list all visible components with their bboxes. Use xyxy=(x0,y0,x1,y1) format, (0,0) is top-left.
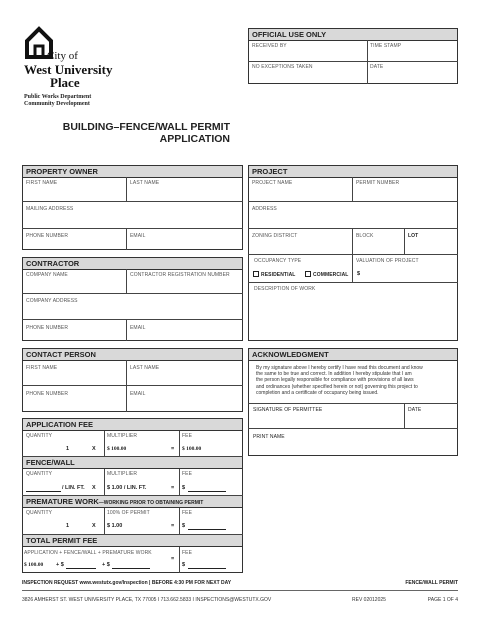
fence-multiplier-label: MULTIPLIER xyxy=(107,471,138,477)
valuation-label: VALUATION OF PROJECT xyxy=(356,258,419,264)
application-fee-header: APPLICATION FEE xyxy=(23,419,242,431)
no-exceptions-field[interactable]: NO EXCEPTIONS TAKEN xyxy=(252,64,313,70)
dept-line1: Public Works Department xyxy=(24,94,92,100)
footer-form-name: FENCE/WALL PERMIT xyxy=(405,580,458,586)
zoning-district-field[interactable]: ZONING DISTRICT xyxy=(252,233,298,239)
premature-times: X xyxy=(92,523,96,529)
app-fee-times: X xyxy=(92,446,96,452)
owner-last-name-field[interactable]: LAST NAME xyxy=(130,180,160,186)
premature-multiplier-label: 100% OF PERMIT xyxy=(107,510,150,516)
owner-email-field[interactable]: EMAIL xyxy=(130,233,146,239)
fence-fee-symbol: $ xyxy=(182,485,186,491)
premature-fee-symbol: $ xyxy=(182,523,186,529)
app-fee-multiplier-label: MULTIPLIER xyxy=(107,433,138,439)
official-date-field[interactable]: DATE xyxy=(370,64,384,70)
fence-fee-label: FEE xyxy=(182,471,193,477)
app-fee-equals: = xyxy=(171,446,175,452)
total-base: $ 100.00 xyxy=(24,562,44,568)
footer-page-number: PAGE 1 OF 4 xyxy=(427,597,458,603)
acknowledgment-text: By my signature above I hereby certify I have read this document and know the same to be true and correct. In addition I hereby stipulate that I am the person legally responsible for compliance with provisions of all laws and ordinances (whether specified herein or not) governing this project to completion and a certificate of occupancy being issued. xyxy=(256,365,423,396)
company-name-field[interactable]: COMPANY NAME xyxy=(26,272,68,278)
time-stamp-field[interactable]: TIME STAMP xyxy=(370,43,402,49)
owner-first-name-field[interactable]: FIRST NAME xyxy=(26,180,58,186)
occupancy-type-label: OCCUPANCY TYPE xyxy=(254,258,302,264)
total-fee-input[interactable] xyxy=(188,568,226,569)
fence-unit: / LIN. FT. xyxy=(62,485,85,491)
fence-times: X xyxy=(92,485,96,491)
contractor-header: CONTRACTOR xyxy=(23,258,242,270)
project-address-field[interactable]: ADDRESS xyxy=(252,206,277,212)
fence-quantity-input[interactable] xyxy=(26,491,61,492)
contact-person-section xyxy=(22,348,243,412)
company-address-field[interactable]: COMPANY ADDRESS xyxy=(26,298,78,304)
premature-multiplier: $ 1.00 xyxy=(107,523,123,529)
total-fee-header: TOTAL PERMIT FEE xyxy=(23,535,242,547)
total-plus1: + $ xyxy=(56,562,64,568)
premature-quantity-label: QUANTITY xyxy=(26,510,53,516)
description-of-work-field[interactable]: DESCRIPTION OF WORK xyxy=(254,286,316,292)
valuation-field[interactable]: $ xyxy=(357,271,361,277)
owner-phone-field[interactable]: PHONE NUMBER xyxy=(26,233,69,239)
contact-first-name-field[interactable]: FIRST NAME xyxy=(26,365,58,371)
org-name-line2: West University xyxy=(24,62,113,77)
fence-quantity-label: QUANTITY xyxy=(26,471,53,477)
total-equals: = xyxy=(171,556,175,562)
fence-wall-header: FENCE/WALL xyxy=(23,457,242,469)
app-fee-multiplier: $ 100.00 xyxy=(107,446,127,452)
fence-equals: = xyxy=(171,485,175,491)
contact-person-header: CONTACT PERSON xyxy=(23,349,242,361)
dept-line2: Community Development xyxy=(24,101,90,107)
signature-field[interactable]: SIGNATURE OF PERMITTEE xyxy=(253,407,323,413)
project-header: PROJECT xyxy=(249,166,457,178)
total-fence-input[interactable] xyxy=(66,568,96,569)
app-fee-quantity-label: QUANTITY xyxy=(26,433,53,439)
signature-date-field[interactable]: DATE xyxy=(408,407,422,413)
acknowledgment-header: ACKNOWLEDGMENT xyxy=(249,349,457,361)
footer-revision: REV 02012025 xyxy=(352,597,386,603)
permit-number-field[interactable]: PERMIT NUMBER xyxy=(356,180,400,186)
project-name-field[interactable]: PROJECT NAME xyxy=(252,180,293,186)
official-use-box xyxy=(248,28,458,84)
org-name-line3: Place xyxy=(50,75,80,90)
premature-fee-input[interactable] xyxy=(188,529,226,530)
received-by-field[interactable]: RECEIVED BY xyxy=(252,43,287,49)
contractor-email-field[interactable]: EMAIL xyxy=(130,325,146,331)
total-formula-label: APPLICATION + FENCE/WALL + PREMATURE WORK xyxy=(24,550,152,556)
print-name-field[interactable]: PRINT NAME xyxy=(253,434,285,440)
total-fee-symbol: $ xyxy=(182,562,186,568)
premature-quantity: 1 xyxy=(66,523,70,529)
contractor-phone-field[interactable]: PHONE NUMBER xyxy=(26,325,69,331)
org-name-line1: City of xyxy=(47,50,78,62)
premature-equals: = xyxy=(171,523,175,529)
total-fee-label: FEE xyxy=(182,550,193,556)
form-title-line1: BUILDING–FENCE/WALL PERMIT xyxy=(62,121,230,133)
property-owner-header: PROPERTY OWNER xyxy=(23,166,242,178)
contact-email-field[interactable]: EMAIL xyxy=(130,391,146,397)
owner-mailing-address-field[interactable]: MAILING ADDRESS xyxy=(26,206,74,212)
official-use-header: OFFICIAL USE ONLY xyxy=(249,29,457,41)
total-premature-input[interactable] xyxy=(112,568,150,569)
block-field[interactable]: BLOCK xyxy=(356,233,374,239)
fence-fee-input[interactable] xyxy=(188,491,226,492)
commercial-label: COMMERCIAL xyxy=(313,272,349,278)
contact-last-name-field[interactable]: LAST NAME xyxy=(130,365,160,371)
form-title-line2: APPLICATION xyxy=(159,133,230,145)
inspection-request: INSPECTION REQUEST www.westutx.gov/Inspection | BEFORE 4:30 PM FOR NEXT DAY xyxy=(22,580,232,586)
residential-checkbox[interactable] xyxy=(253,271,259,277)
app-fee-quantity: 1 xyxy=(66,446,70,452)
contact-phone-field[interactable]: PHONE NUMBER xyxy=(26,391,69,397)
project-section xyxy=(248,165,458,341)
residential-label: RESIDENTIAL xyxy=(261,272,296,278)
premature-fee-label: FEE xyxy=(182,510,193,516)
premature-work-header: PREMATURE WORK—WORKING PRIOR TO OBTAINING PERMIT xyxy=(23,496,242,508)
lot-field[interactable]: LOT xyxy=(408,233,419,239)
fence-multiplier: $ 1.00 / LIN. FT. xyxy=(107,485,147,491)
total-plus2: + $ xyxy=(102,562,110,568)
footer-address: 3826 AMHERST ST. WEST UNIVERSITY PLACE, TX 77005 I 713.662.5833 I INSPECTIONS@WESTUTX.GOV xyxy=(22,597,272,603)
app-fee-total: $ 100.00 xyxy=(182,446,202,452)
app-fee-fee-label: FEE xyxy=(182,433,193,439)
commercial-checkbox[interactable] xyxy=(305,271,311,277)
contractor-registration-field[interactable]: CONTRACTOR REGISTRATION NUMBER xyxy=(130,272,230,278)
